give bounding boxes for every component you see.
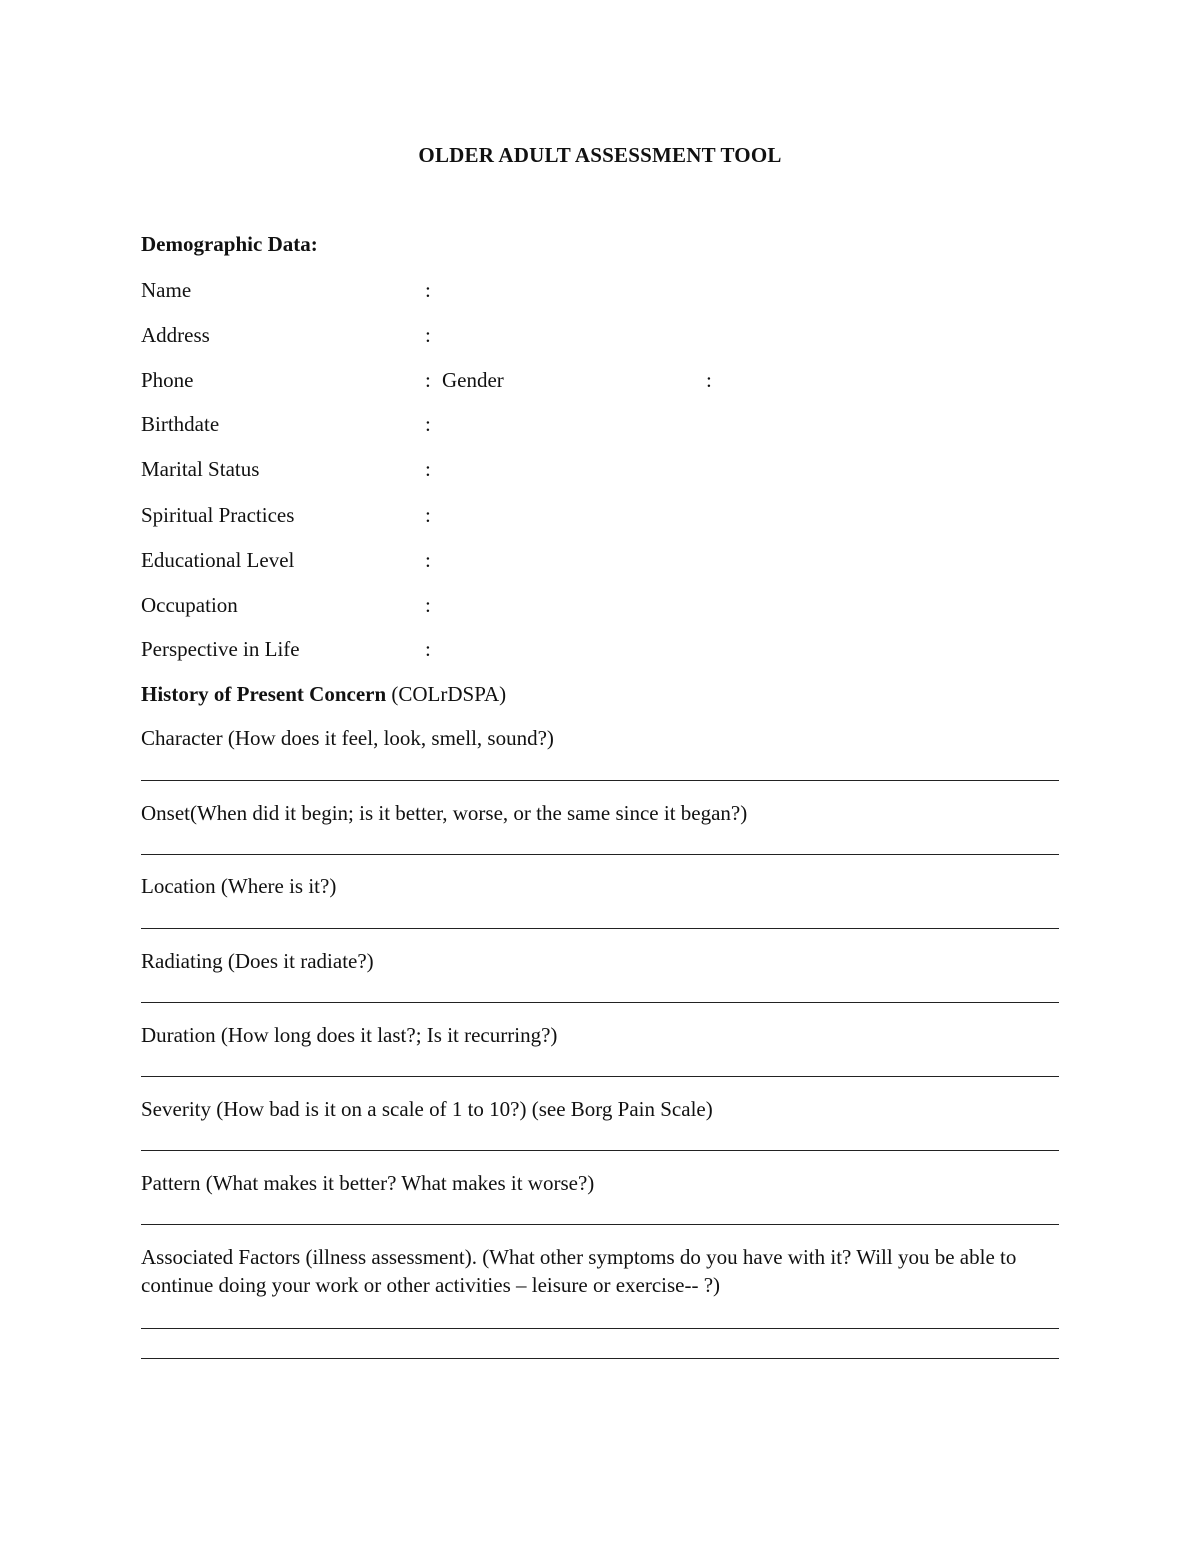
pattern-answer-line[interactable] xyxy=(141,1224,1059,1225)
duration-prompt: Duration (How long does it last?; Is it recurring?) xyxy=(141,1023,558,1047)
location-answer-line[interactable] xyxy=(141,928,1059,929)
character-prompt: Character (How does it feel, look, smell, sound?) xyxy=(141,726,554,750)
history-heading-acronym: (COLrDSPA) xyxy=(386,682,507,706)
educational-level-colon: : xyxy=(425,548,431,572)
radiating-answer-line[interactable] xyxy=(141,1002,1059,1003)
marital-status-label: Marital Status xyxy=(141,457,260,481)
page-title: OLDER ADULT ASSESSMENT TOOL xyxy=(418,143,782,167)
onset-prompt: Onset(When did it begin; is it better, worse, or the same since it began?) xyxy=(141,801,748,825)
duration-answer-line[interactable] xyxy=(141,1076,1059,1077)
phone-colon: : xyxy=(425,368,431,392)
name-label: Name xyxy=(141,278,192,302)
address-colon: : xyxy=(425,323,431,347)
severity-prompt: Severity (How bad is it on a scale of 1 to 10?) (see Borg Pain Scale) xyxy=(141,1097,713,1121)
location-prompt: Location (Where is it?) xyxy=(141,874,337,898)
character-answer-line[interactable] xyxy=(141,780,1059,781)
perspective-label: Perspective in Life xyxy=(141,637,300,661)
birthdate-label: Birthdate xyxy=(141,412,220,436)
gender-colon: : xyxy=(706,368,712,392)
associated-factors-prompt: Associated Factors (illness assessment). (What other symptoms do you have with it? Will you be able to continue doing your work or other activities – leisure or exercise-- ?) xyxy=(141,1245,1017,1297)
associated-answer-line-1[interactable] xyxy=(141,1328,1059,1329)
associated-answer-line-2[interactable] xyxy=(141,1358,1059,1359)
occupation-colon: : xyxy=(425,593,431,617)
address-label: Address xyxy=(141,323,210,347)
spiritual-practices-label: Spiritual Practices xyxy=(141,503,295,527)
occupation-label: Occupation xyxy=(141,593,238,617)
demographic-heading: Demographic Data: xyxy=(141,232,318,256)
gender-label: Gender xyxy=(442,368,504,392)
history-heading xyxy=(141,682,506,707)
educational-level-label: Educational Level xyxy=(141,548,295,572)
pattern-prompt: Pattern (What makes it better? What makes it worse?) xyxy=(141,1171,595,1195)
history-heading-bold: History of Present Concern xyxy=(141,682,387,706)
perspective-colon: : xyxy=(425,637,431,661)
severity-answer-line[interactable] xyxy=(141,1150,1059,1151)
onset-answer-line[interactable] xyxy=(141,854,1059,855)
birthdate-colon: : xyxy=(425,412,431,436)
spiritual-practices-colon: : xyxy=(425,503,431,527)
marital-status-colon: : xyxy=(425,457,431,481)
radiating-prompt: Radiating (Does it radiate?) xyxy=(141,949,374,973)
phone-label: Phone xyxy=(141,368,194,392)
name-colon: : xyxy=(425,278,431,302)
